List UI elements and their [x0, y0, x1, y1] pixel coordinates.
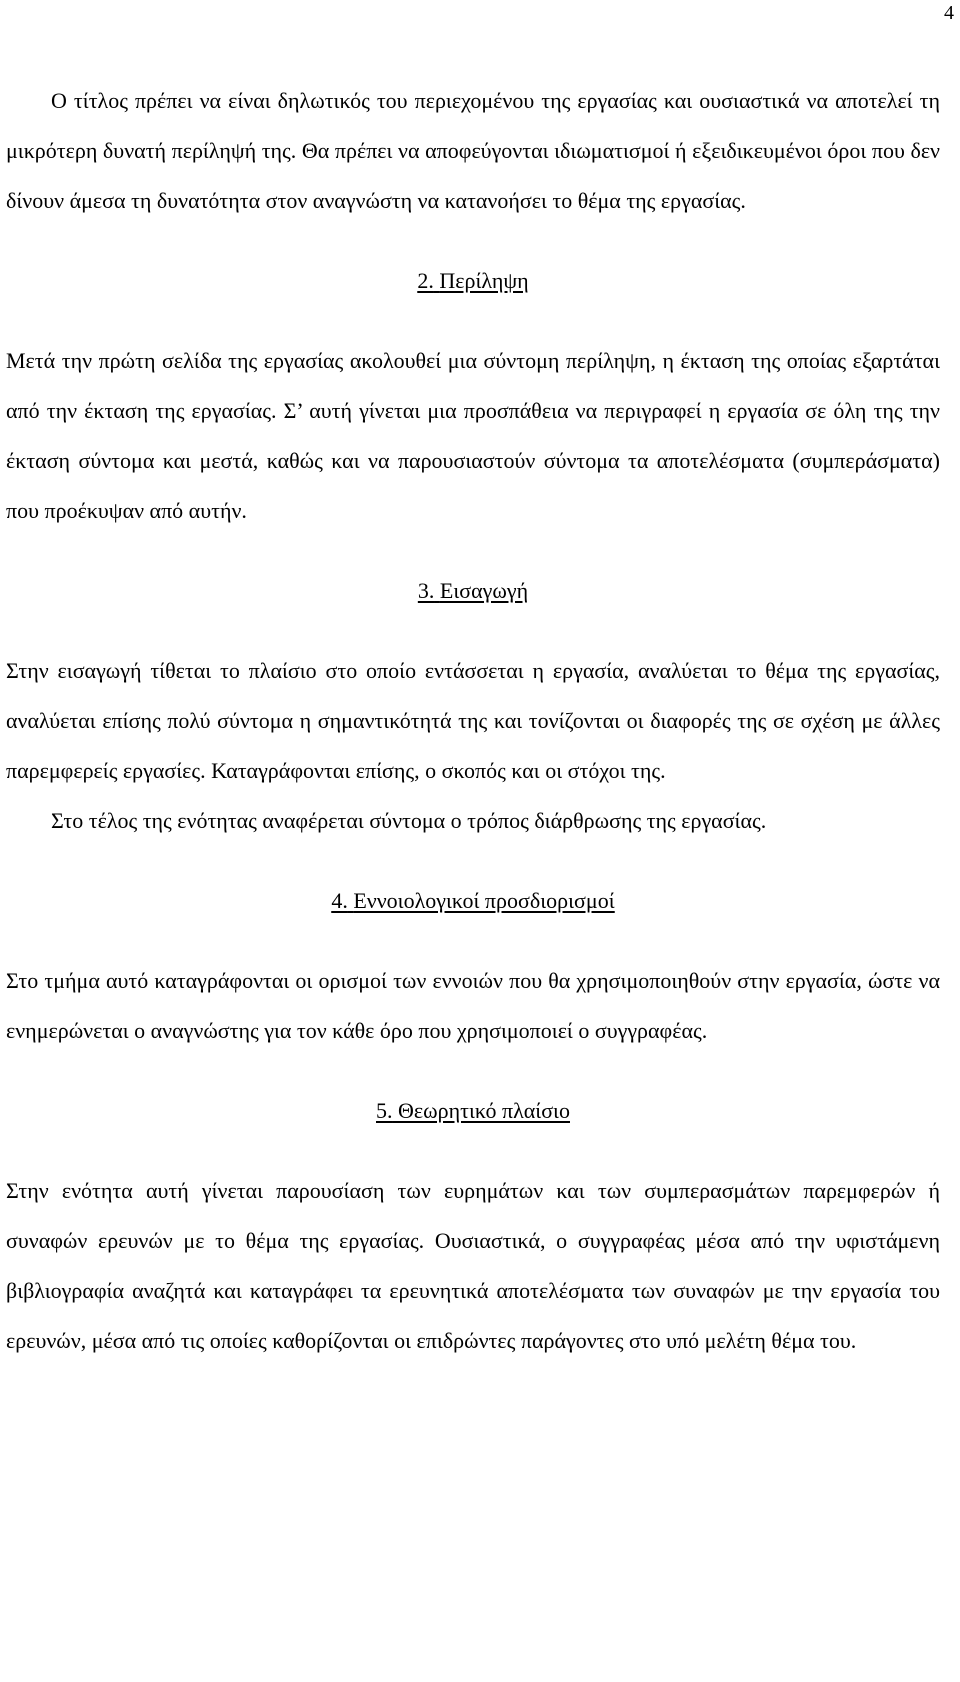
introduction-paragraph: Στην εισαγωγή τίθεται το πλαίσιο στο οποίο εντάσσεται η εργασία, αναλύεται το θέμα της εργασίας, αναλύεται επίσης πολύ σύντομα η σημαντικότητά της και τονίζονται οι διαφορές της σε σχέση με άλλες παρεμφερείς εργασίες. Καταγράφονται επίσης, ο σκοπός και οι στόχοι της. — [6, 658, 940, 783]
section-number: 3. — [417, 578, 435, 603]
section-heading-summary — [6, 256, 940, 306]
theory-paragraph: Στην ενότητα αυτή γίνεται παρουσίαση των ευρημάτων και των συμπερασμάτων παρεμφερών ή συναφών ερευνών με το θέμα της εργασίας. Ουσιαστικά, ο συγγραφέας μέσα από την υφιστάμενη βιβλιογραφία αναζητά και καταγράφει τα ερευνητικά αποτελέσματα των συναφών με την εργασία του ερευνών, μέσα από τις οποίες καθορίζονται οι επιδρώντες παράγοντες στο υπό μελέτη θέμα του. — [6, 1178, 940, 1353]
section-heading-text — [417, 268, 528, 293]
section-heading-theory — [6, 1086, 940, 1136]
section-heading-text — [418, 578, 528, 603]
section-heading-introduction — [6, 566, 940, 616]
page-number: 4 — [944, 2, 954, 24]
section-number: 4. — [331, 888, 348, 913]
section-heading-text — [376, 1098, 570, 1123]
intro-paragraph: Ο τίτλος πρέπει να είναι δηλωτικός του περιεχομένου της εργασίας και ουσιαστικά να αποτελεί τη μικρότερη δυνατή περίληψή της. Θα πρέπει να αποφεύγονται ιδιωματισμοί ή εξειδικευμένοι όροι που δεν δίνουν άμεσα τη δυνατότητα στον αναγνώστη να κατανοήσει το θέμα της εργασίας. — [6, 88, 940, 213]
section-heading-text — [331, 888, 614, 913]
definitions-paragraph: Στο τμήμα αυτό καταγράφονται οι ορισμοί των εννοιών που θα χρησιμοποιηθούν στην εργασία, ώστε να ενημερώνεται ο αναγνώστης για τον κάθε όρο που χρησιμοποιεί ο συγγραφέας. — [6, 968, 940, 1043]
section-number: 2. — [417, 268, 434, 293]
document-body — [6, 76, 940, 1366]
section-heading-definitions — [6, 876, 940, 926]
section-title: Περίληψη — [439, 268, 529, 293]
section-number: 5. — [376, 1098, 393, 1123]
section-title: Εννοιολογικοί προσδιορισμοί — [353, 888, 615, 913]
section-title: Θεωρητικό πλαίσιο — [398, 1098, 570, 1123]
section-title: Εισαγωγή — [439, 578, 529, 603]
summary-paragraph: Μετά την πρώτη σελίδα της εργασίας ακολουθεί μια σύντομη περίληψη, η έκταση της οποίας εξαρτάται από την έκταση της εργασίας. Σ’ αυτή γίνεται μια προσπάθεια να περιγραφεί η εργασία σε όλη της την έκταση σύντομα και μεστά, καθώς και να παρουσιαστούν σύντομα τα αποτελέσματα (συμπεράσματα) που προέκυψαν από αυτήν. — [6, 348, 940, 523]
introduction-paragraph-end: Στο τέλος της ενότητας αναφέρεται σύντομα ο τρόπος διάρθρωσης της εργασίας. — [51, 808, 767, 833]
